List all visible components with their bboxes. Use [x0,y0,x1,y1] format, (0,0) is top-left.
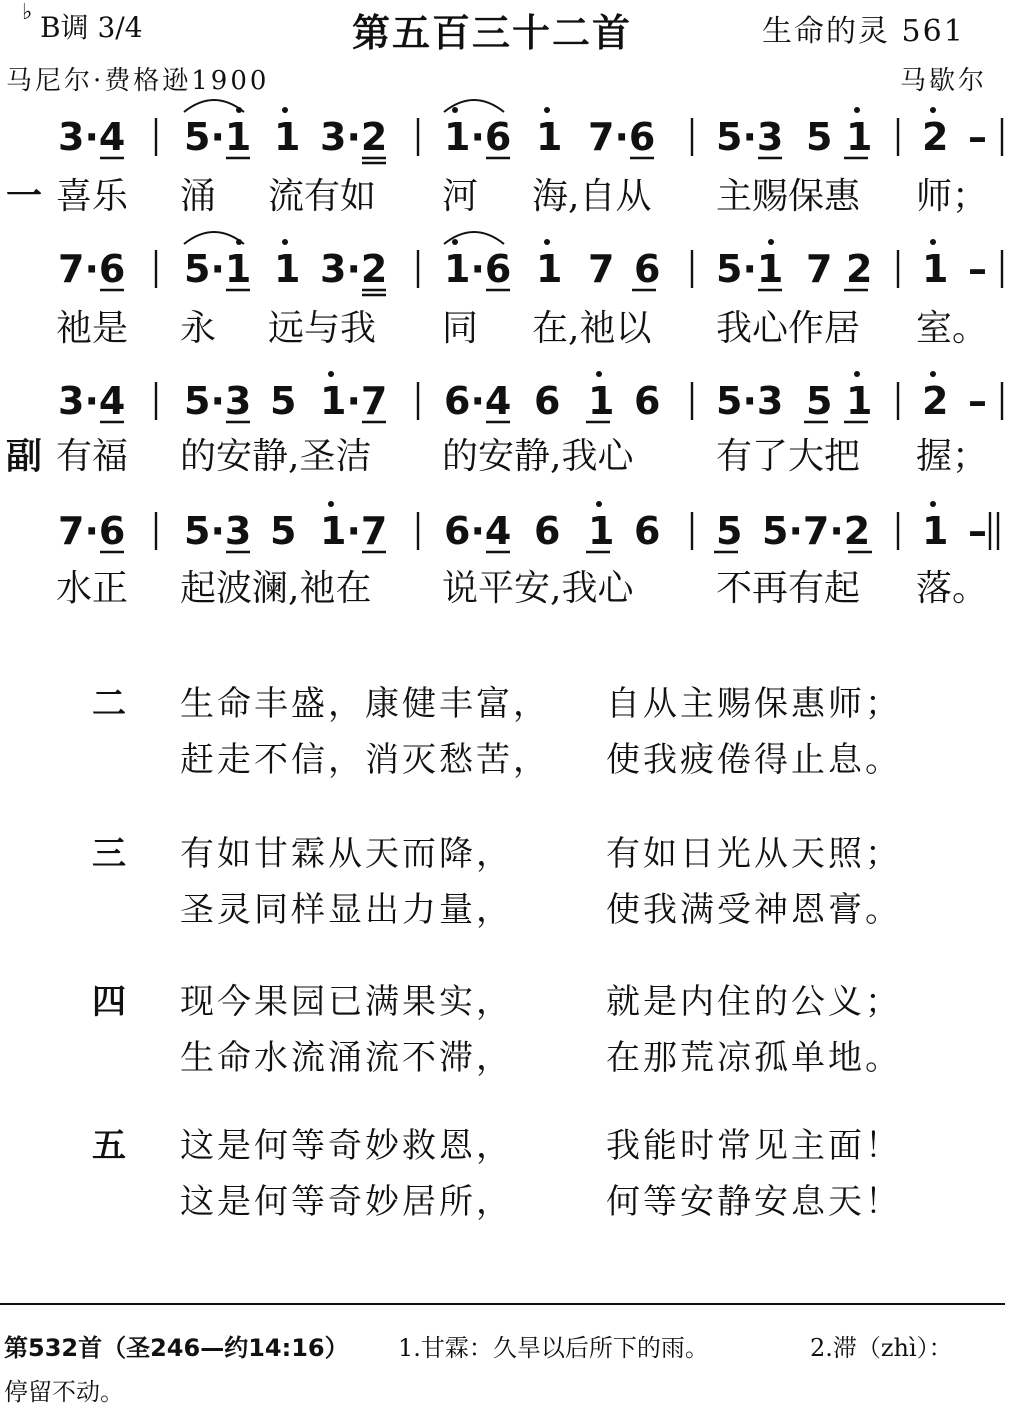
lyric-segment: 河 [442,176,479,217]
octave-dot [596,371,602,377]
lyric-segment: 同 [442,308,479,349]
octave-dot [544,239,550,245]
note: – [968,115,987,159]
note: 5·1 [716,247,784,291]
verse-line: 有如甘霖从天而降， [180,834,513,874]
lyric-segment: 祂是 [56,308,129,349]
note: 3·4 [58,379,126,423]
lyric-segment: 不再有起 [716,568,861,609]
note: 5 [270,509,297,553]
verse-line: 使我满受神恩膏。 [606,890,902,930]
notation-row-2 [0,228,1009,308]
note: 1 [922,509,949,553]
note: 2 [922,115,949,159]
verse-line: 生命丰盛，康健丰富， [180,684,550,724]
note: 5·3 [184,379,252,423]
lyric-segment: 落。 [916,568,989,609]
lyric-segment: 水正 [56,568,129,609]
note: 5 [806,379,833,423]
verse-line: 赶走不信，消灭愁苦， [180,740,550,780]
lyric-segment: 永 [180,308,217,349]
octave-dot [452,239,458,245]
lyric-line-3 [0,428,1009,477]
hymn-reference: 第532首（圣246—约14:16） [4,1334,349,1362]
note: 1 [274,115,301,159]
footnote-1: 1.甘霖：久旱以后所下的雨。 [398,1334,709,1362]
slur [184,232,244,244]
lyric-segment: 远与我 [268,308,377,349]
octave-dot [930,239,936,245]
octave-dot [328,371,334,377]
note: – [968,247,987,291]
lyric-segment: 主赐保惠 [716,176,861,217]
note: 6 [534,509,561,553]
key-signature: B调 3/4 [40,11,143,44]
verse-line: 生命水流涌流不滞， [180,1038,513,1078]
note: 5·1 [184,115,252,159]
octave-dot [930,501,936,507]
verse-number: 四 [92,982,126,1022]
note: 1·6 [444,115,512,159]
verse-line: 就是内住的公义； [606,982,902,1022]
flat-sign: ♭ [22,0,33,25]
octave-dot [596,501,602,507]
verse-line: 圣灵同样显出力量， [180,890,513,930]
note: 3·2 [320,115,388,159]
note: 1 [588,379,615,423]
note: 1 [846,115,873,159]
note: 7·6 [58,509,126,553]
note: 6 [534,379,561,423]
footnote-2-continued: 停留不动。 [4,1378,124,1406]
note: 1 [274,247,301,291]
verse-line: 何等安静安息天！ [606,1182,902,1222]
note: 1 [536,247,563,291]
note: – [968,509,987,553]
lyric-segment: 的安静,圣洁 [180,436,372,477]
category-label: 生命的灵 561 [762,14,965,49]
notation-row-1 [0,96,1009,176]
note: 5 [716,509,743,553]
verse-line: 这是何等奇妙居所， [180,1182,513,1222]
octave-dot [282,239,288,245]
verse-number: 三 [92,834,126,874]
author-credit: 马歇尔 [900,66,988,96]
note: 1 [588,509,615,553]
lyric-segment: 起波澜,祂在 [180,568,372,609]
octave-dot [328,501,334,507]
lyric-segment: 说平安,我心 [442,568,634,609]
note: 5·1 [184,247,252,291]
lyric-segment: 海,自从 [532,176,652,217]
note: 6·4 [444,509,512,553]
lyric-segment: 有福 [56,436,129,477]
verse-line: 在那荒凉孤单地。 [606,1038,902,1078]
lyric-segment: 涌 [180,176,217,217]
note: 7·6 [588,115,656,159]
notation-row-4 [0,490,1009,570]
note: 5·3 [716,379,784,423]
verse-line: 自从主赐保惠师； [606,684,902,724]
lyric-segment: 的安静,我心 [442,436,634,477]
note: 5 [806,115,833,159]
lyric-segment: 我心作居 [716,308,861,349]
lyric-segment: 室。 [916,308,989,349]
lyric-segment: 有了大把 [716,436,861,477]
note: 7 [588,247,615,291]
note: – [968,379,987,423]
lyric-segment: 喜乐 [56,176,129,217]
note: 5·7·2 [762,509,871,553]
note: 5·3 [716,115,784,159]
note: 6 [634,247,661,291]
verse-label-1: 一 [6,175,43,217]
verse-number: 五 [92,1126,126,1166]
note: 5 [270,379,297,423]
lyric-segment: 在,祂以 [532,308,652,349]
note: 5·3 [184,509,252,553]
note: 2 [922,379,949,423]
note: 1·6 [444,247,512,291]
note: 1·7 [320,379,388,423]
verse-number: 二 [92,684,126,724]
octave-dot [854,371,860,377]
lyric-segment: 师； [916,176,989,217]
octave-dot [452,107,458,113]
note: 1 [922,247,949,291]
octave-dot [544,107,550,113]
note: 1 [846,379,873,423]
octave-dot [930,107,936,113]
note: 7·6 [58,247,126,291]
verse-line: 现今果园已满果实， [180,982,513,1022]
footer-divider [0,1303,1005,1305]
octave-dot [768,239,774,245]
chorus-label: 副 [6,435,43,477]
slur [184,100,244,112]
lyric-line-1 [0,168,1009,217]
note: 1·7 [320,509,388,553]
note: 6·4 [444,379,512,423]
note: 1 [536,115,563,159]
composer-credit: 马尼尔·费格逊1900 [6,66,270,96]
verse-line: 这是何等奇妙救恩， [180,1126,513,1166]
lyric-line-2 [0,300,1009,349]
octave-dot [930,371,936,377]
verse-line: 使我疲倦得止息。 [606,740,902,780]
hymn-title: 第五百三十二首 [352,10,633,55]
octave-dot [854,107,860,113]
lyric-segment: 流有如 [268,176,377,217]
note: 6 [634,509,661,553]
note: 7 [806,247,833,291]
verse-line: 我能时常见主面！ [606,1126,902,1166]
octave-dot [282,107,288,113]
note: 6 [634,379,661,423]
lyric-line-4 [0,560,1009,609]
note: 2 [846,247,873,291]
verse-line: 有如日光从天照； [606,834,902,874]
note: 3·4 [58,115,126,159]
footnote-2: 2.滞（zhì）： [810,1334,953,1362]
lyric-segment: 握； [916,436,989,477]
note: 3·2 [320,247,388,291]
